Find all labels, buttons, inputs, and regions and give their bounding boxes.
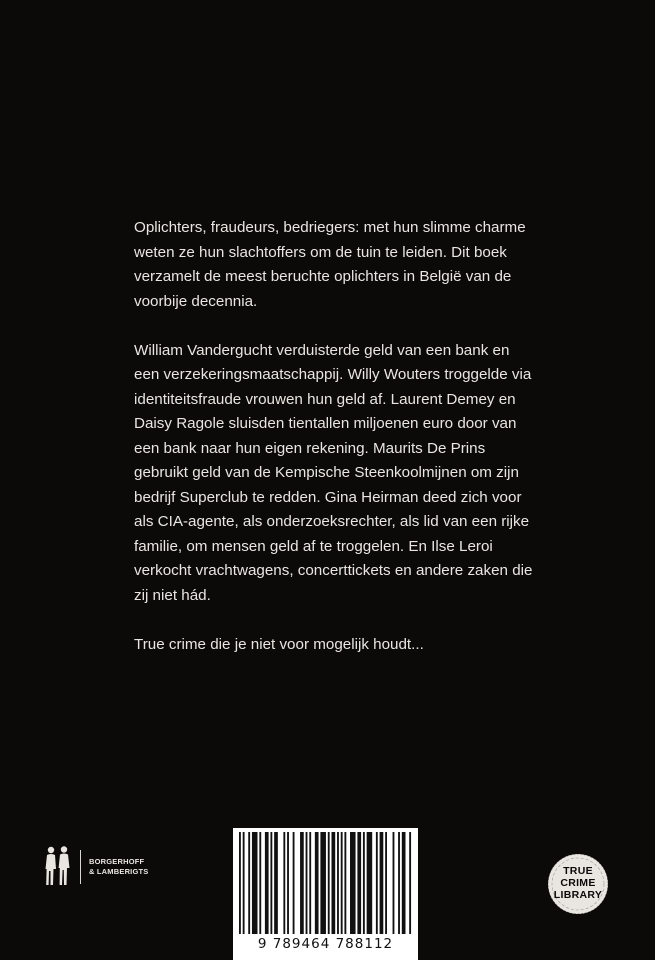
- blurb-paragraph-tagline: True crime die je niet voor mogelijk houdt...: [134, 635, 424, 653]
- barcode: [233, 828, 418, 960]
- series-logo: [546, 852, 610, 916]
- series-name-line3: LIBRARY: [553, 889, 603, 901]
- series-name-line1: TRUE: [563, 865, 593, 877]
- series-name: [546, 865, 610, 901]
- series-name-line2: CRIME: [560, 877, 596, 889]
- publisher-name-line2: & LAMBERIGTS: [89, 867, 149, 876]
- isbn-number: 9 789464 788112: [257, 936, 394, 952]
- blurb-paragraph-cases: William Vandergucht verduisterde geld van een bank en een verzekeringsmaatschappij. Willy Wouters troggelde via identiteitsfraude vrouwen hun geld af. Laurent Demey en Daisy Ragole sluisden tientallen miljoenen euro door van een bank naar hun eigen rekening. Maurits De Prins gebruikt geld van de Kempische Steenkoolmijnen om zijn bedrijf Superclub te redden. Gina Heirman deed zich voor als CIA-agente, als onderzoeksrechter, als lid van een rijke familie, om mensen geld af te troggelen. En Ilse Leroi verkocht vrachtwagens, concerttickets en andere zaken die zij niet hád.: [134, 341, 533, 604]
- publisher-logo: [40, 842, 200, 892]
- publisher-name-line1: BORGERHOFF: [89, 857, 145, 866]
- publisher-name: [89, 857, 148, 877]
- publisher-divider: [80, 850, 81, 884]
- two-figures-icon: [40, 845, 76, 889]
- blurb-text: [134, 216, 534, 682]
- barcode-bars: [237, 832, 414, 934]
- blurb-paragraph-intro: Oplichters, fraudeurs, bedriegers: met hun slimme charme weten ze hun slachtoffers om de tuin te leiden. Dit boek verzamelt de meest beruchte oplichters in België van de voorbije decennia.: [134, 219, 526, 310]
